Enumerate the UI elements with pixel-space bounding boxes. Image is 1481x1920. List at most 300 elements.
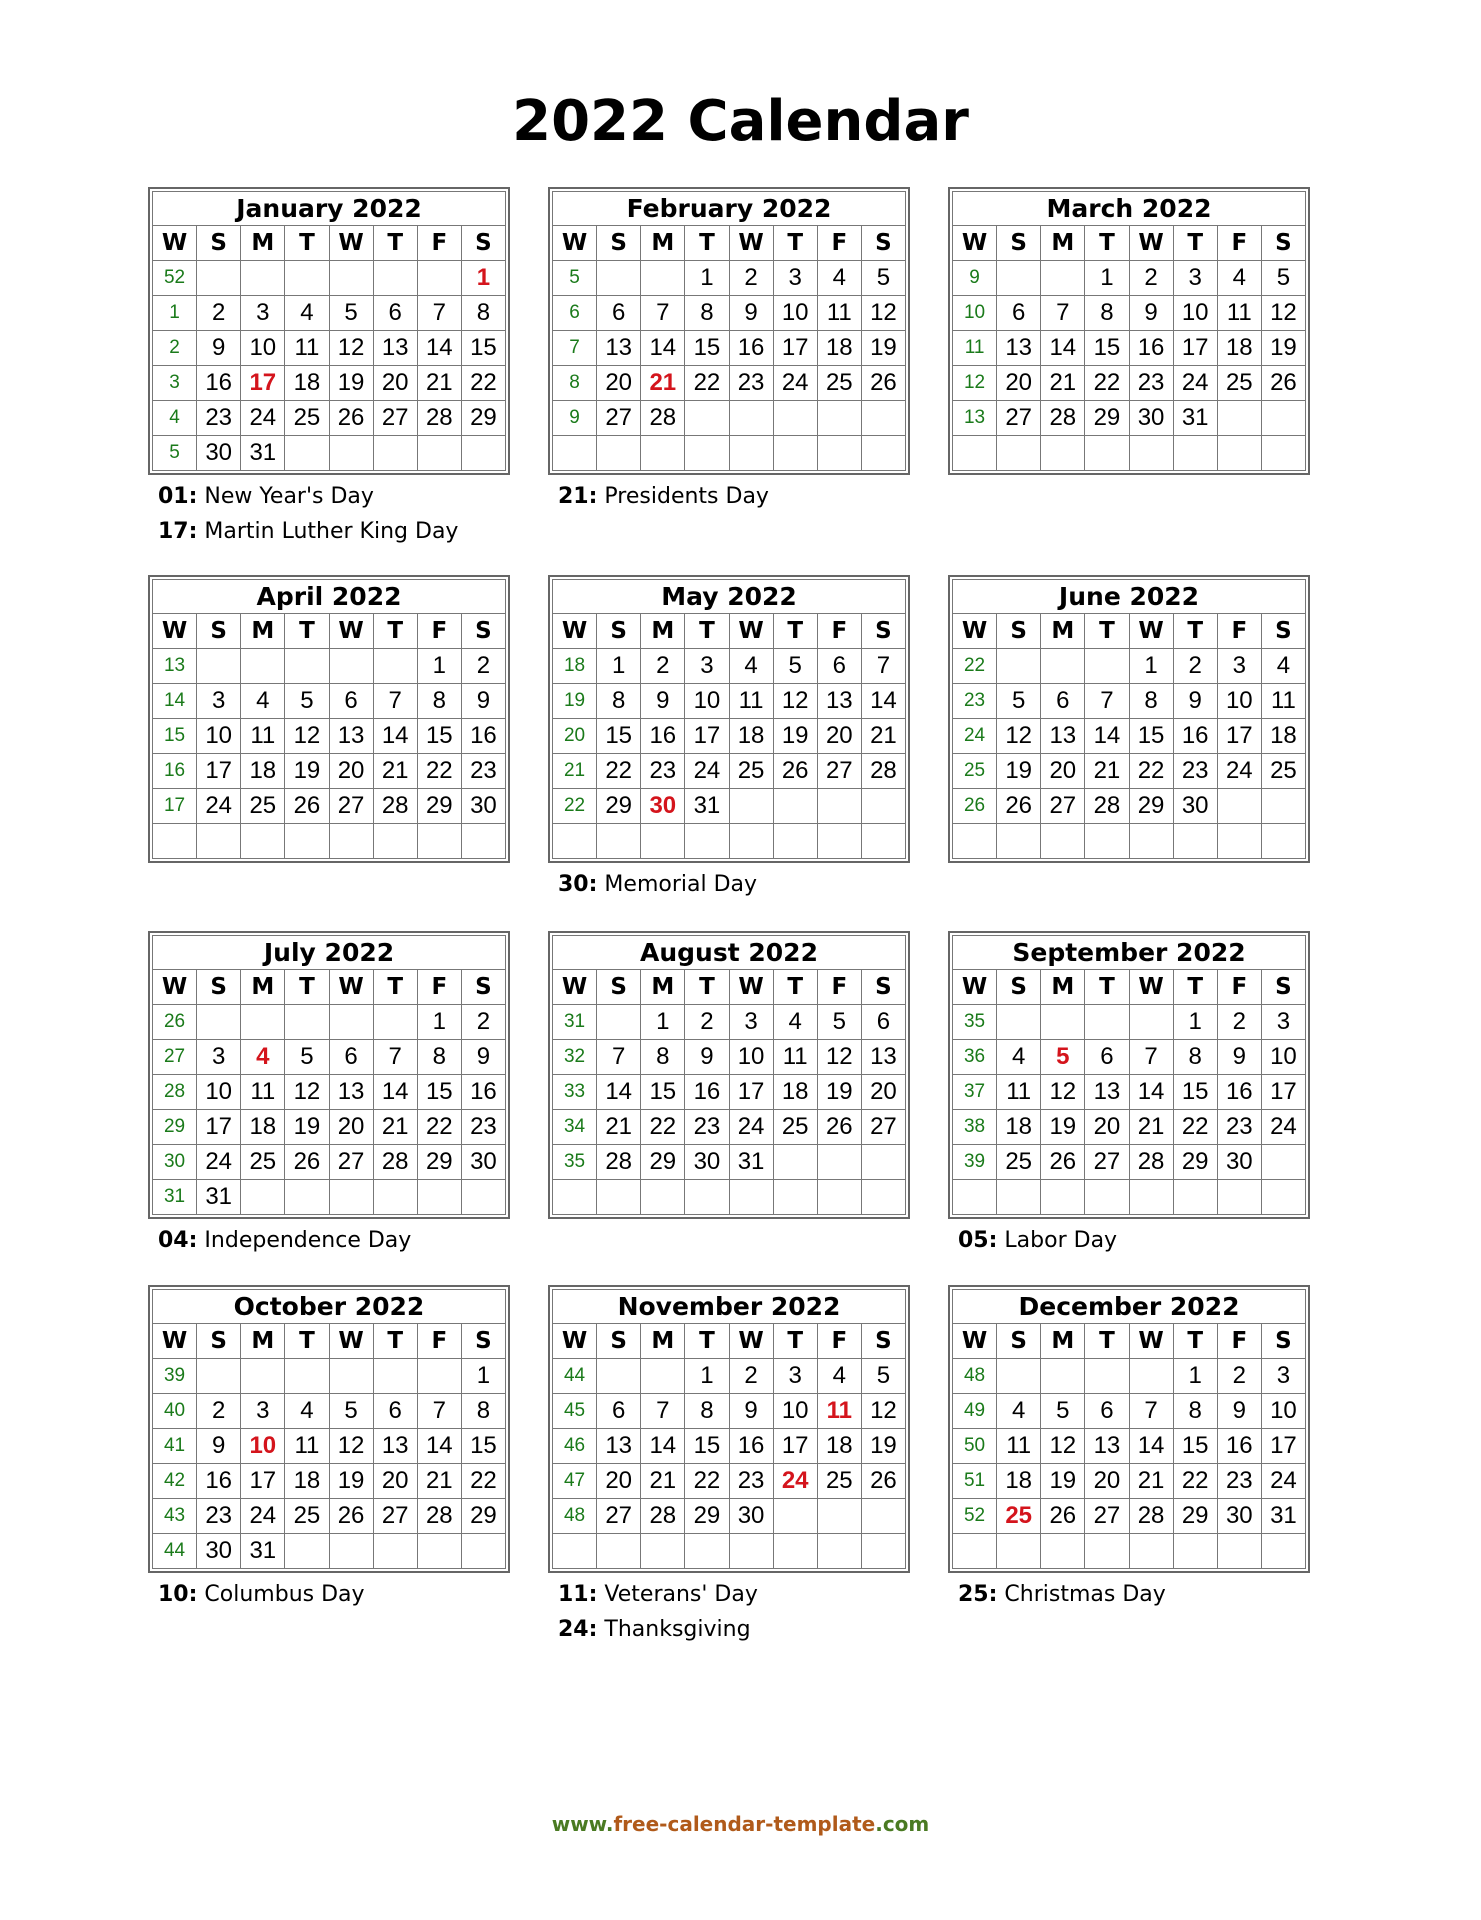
week-number-header: W	[953, 614, 997, 649]
week-number: 38	[953, 1110, 997, 1145]
day-cell: 28	[1041, 401, 1085, 436]
day-cell: 10	[729, 1040, 773, 1075]
week-number: 43	[153, 1499, 197, 1534]
week-number: 33	[553, 1075, 597, 1110]
day-cell	[1173, 1180, 1217, 1215]
week-number: 42	[153, 1464, 197, 1499]
holiday-notes	[158, 1223, 538, 1258]
day-cell: 27	[1085, 1145, 1129, 1180]
day-cell: 3	[685, 649, 729, 684]
week-number: 24	[953, 719, 997, 754]
day-cell: 22	[685, 1464, 729, 1499]
month-june	[948, 575, 1310, 863]
day-cell: 22	[461, 366, 505, 401]
day-cell	[773, 401, 817, 436]
day-cell	[1173, 824, 1217, 859]
day-cell: 27	[329, 1145, 373, 1180]
day-cell	[997, 1005, 1041, 1040]
day-cell	[1217, 824, 1261, 859]
weekday-header: M	[641, 1324, 685, 1359]
holiday-name: Labor Day	[1004, 1228, 1118, 1253]
day-cell	[817, 1499, 861, 1534]
day-cell: 6	[1041, 684, 1085, 719]
week-number: 28	[153, 1075, 197, 1110]
holiday-name: Presidents Day	[604, 484, 769, 509]
day-cell: 3	[197, 684, 241, 719]
day-cell: 9	[1173, 684, 1217, 719]
month-january	[148, 187, 510, 475]
month-title: February 2022	[553, 192, 906, 226]
day-cell: 2	[1129, 261, 1173, 296]
week-number: 20	[553, 719, 597, 754]
day-cell: 31	[241, 1534, 285, 1569]
day-cell: 28	[373, 1145, 417, 1180]
week-number: 46	[553, 1429, 597, 1464]
week-number: 30	[153, 1145, 197, 1180]
day-cell	[1261, 1145, 1305, 1180]
weekday-header: S	[997, 614, 1041, 649]
day-cell: 25	[817, 1464, 861, 1499]
day-cell: 14	[1041, 331, 1085, 366]
weekday-header: M	[241, 614, 285, 649]
day-cell	[597, 436, 641, 471]
day-cell: 12	[1041, 1075, 1085, 1110]
day-cell: 10	[197, 1075, 241, 1110]
day-cell	[1261, 436, 1305, 471]
day-cell: 11	[241, 719, 285, 754]
day-cell: 3	[773, 1359, 817, 1394]
footer-url[interactable]	[0, 1812, 1481, 1836]
day-cell	[373, 1359, 417, 1394]
day-cell	[641, 824, 685, 859]
holiday-notes	[958, 1223, 1338, 1258]
day-cell	[597, 1180, 641, 1215]
day-cell: 11	[729, 684, 773, 719]
weekday-header: W	[329, 614, 373, 649]
day-cell: 13	[597, 331, 641, 366]
day-cell: 2	[1173, 649, 1217, 684]
day-cell	[1085, 824, 1129, 859]
day-cell	[417, 824, 461, 859]
week-number: 10	[953, 296, 997, 331]
day-cell: 6	[329, 1040, 373, 1075]
week-number: 25	[953, 754, 997, 789]
day-cell	[197, 261, 241, 296]
week-number-header: W	[953, 226, 997, 261]
day-cell: 19	[329, 366, 373, 401]
day-cell	[461, 1534, 505, 1569]
week-number-header: W	[553, 614, 597, 649]
day-cell: 27	[597, 1499, 641, 1534]
day-cell: 2	[1217, 1359, 1261, 1394]
day-cell: 23	[1129, 366, 1173, 401]
week-number: 19	[553, 684, 597, 719]
day-cell	[861, 1145, 905, 1180]
weekday-header: T	[1173, 226, 1217, 261]
weekday-header: S	[461, 614, 505, 649]
weekday-header: T	[1173, 1324, 1217, 1359]
weekday-header: M	[1041, 1324, 1085, 1359]
day-cell	[197, 1005, 241, 1040]
day-cell: 16	[685, 1075, 729, 1110]
weekday-header: T	[1085, 1324, 1129, 1359]
day-cell	[817, 436, 861, 471]
day-cell: 21	[1085, 754, 1129, 789]
day-cell: 13	[817, 684, 861, 719]
day-cell: 18	[285, 1464, 329, 1499]
week-number: 9	[553, 401, 597, 436]
day-cell: 9	[685, 1040, 729, 1075]
day-cell: 9	[197, 331, 241, 366]
week-number	[953, 1534, 997, 1569]
weekday-header: S	[597, 970, 641, 1005]
day-cell	[1085, 1359, 1129, 1394]
day-cell: 19	[773, 719, 817, 754]
holiday-note	[558, 479, 938, 514]
holiday-note	[558, 1612, 938, 1647]
day-cell	[329, 1005, 373, 1040]
day-cell: 16	[641, 719, 685, 754]
day-cell: 29	[1173, 1145, 1217, 1180]
day-cell: 19	[285, 754, 329, 789]
day-cell	[685, 401, 729, 436]
day-cell	[773, 436, 817, 471]
weekday-header: W	[729, 1324, 773, 1359]
day-cell: 28	[373, 789, 417, 824]
weekday-header: S	[997, 1324, 1041, 1359]
day-cell: 26	[997, 789, 1041, 824]
holiday-date: 11:	[558, 1582, 598, 1607]
day-cell: 23	[1217, 1110, 1261, 1145]
day-cell: 9	[461, 1040, 505, 1075]
week-number: 37	[953, 1075, 997, 1110]
day-cell	[1085, 436, 1129, 471]
day-cell: 29	[417, 1145, 461, 1180]
day-cell: 31	[197, 1180, 241, 1215]
week-number-header: W	[553, 970, 597, 1005]
day-cell: 17	[197, 1110, 241, 1145]
day-cell: 22	[597, 754, 641, 789]
day-cell: 7	[1041, 296, 1085, 331]
day-cell	[729, 1180, 773, 1215]
day-cell: 14	[1129, 1075, 1173, 1110]
day-cell: 29	[1129, 789, 1173, 824]
day-cell: 30	[1217, 1145, 1261, 1180]
day-cell	[817, 401, 861, 436]
day-cell	[597, 261, 641, 296]
day-cell	[997, 824, 1041, 859]
weekday-header: S	[861, 614, 905, 649]
day-cell: 8	[461, 1394, 505, 1429]
day-cell: 7	[1129, 1394, 1173, 1429]
week-number: 44	[153, 1534, 197, 1569]
day-cell	[861, 824, 905, 859]
day-cell: 27	[373, 401, 417, 436]
weekday-header: T	[685, 226, 729, 261]
week-number: 52	[953, 1499, 997, 1534]
day-cell	[1261, 1534, 1305, 1569]
weekday-header: W	[729, 970, 773, 1005]
day-cell: 1	[597, 649, 641, 684]
day-cell: 2	[461, 649, 505, 684]
month-title: August 2022	[553, 936, 906, 970]
day-cell: 23	[729, 366, 773, 401]
weekday-header: M	[1041, 226, 1085, 261]
day-cell: 16	[461, 719, 505, 754]
day-cell: 24	[1261, 1110, 1305, 1145]
day-cell	[1129, 824, 1173, 859]
day-cell: 7	[1129, 1040, 1173, 1075]
day-cell: 17	[241, 1464, 285, 1499]
holiday-day-cell: 10	[241, 1429, 285, 1464]
weekday-header: T	[373, 970, 417, 1005]
day-cell	[373, 1534, 417, 1569]
day-cell: 18	[1217, 331, 1261, 366]
day-cell: 25	[997, 1145, 1041, 1180]
day-cell: 30	[197, 1534, 241, 1569]
day-cell	[197, 1359, 241, 1394]
week-number: 13	[153, 649, 197, 684]
day-cell: 18	[729, 719, 773, 754]
day-cell	[997, 1534, 1041, 1569]
day-cell	[817, 1145, 861, 1180]
day-cell	[461, 436, 505, 471]
day-cell: 1	[1173, 1005, 1217, 1040]
holiday-notes	[158, 479, 538, 549]
day-cell	[597, 824, 641, 859]
day-cell	[997, 1359, 1041, 1394]
weekday-header: T	[773, 970, 817, 1005]
day-cell: 30	[685, 1145, 729, 1180]
day-cell: 26	[1041, 1499, 1085, 1534]
day-cell: 3	[241, 296, 285, 331]
day-cell: 8	[685, 296, 729, 331]
month-title: April 2022	[153, 580, 506, 614]
week-number: 7	[553, 331, 597, 366]
month-title: November 2022	[553, 1290, 906, 1324]
day-cell	[1041, 436, 1085, 471]
day-cell: 4	[817, 1359, 861, 1394]
day-cell: 26	[329, 1499, 373, 1534]
day-cell: 18	[241, 754, 285, 789]
day-cell: 1	[1129, 649, 1173, 684]
holiday-notes	[558, 1577, 938, 1647]
weekday-header: F	[1217, 614, 1261, 649]
weekday-header: S	[197, 970, 241, 1005]
day-cell: 12	[861, 296, 905, 331]
day-cell: 31	[1173, 401, 1217, 436]
week-number: 2	[153, 331, 197, 366]
week-number-header: W	[553, 1324, 597, 1359]
day-cell: 27	[329, 789, 373, 824]
day-cell	[241, 1359, 285, 1394]
day-cell: 4	[241, 684, 285, 719]
holiday-date: 30:	[558, 872, 598, 897]
day-cell: 27	[1041, 789, 1085, 824]
day-cell	[373, 261, 417, 296]
day-cell: 18	[1261, 719, 1305, 754]
day-cell: 9	[729, 1394, 773, 1429]
day-cell: 28	[597, 1145, 641, 1180]
day-cell	[329, 1359, 373, 1394]
holiday-date: 25:	[958, 1582, 998, 1607]
week-number: 31	[153, 1180, 197, 1215]
day-cell: 17	[1261, 1075, 1305, 1110]
day-cell: 23	[197, 401, 241, 436]
weekday-header: S	[461, 226, 505, 261]
day-cell: 23	[1217, 1464, 1261, 1499]
day-cell: 15	[641, 1075, 685, 1110]
weekday-header: M	[641, 614, 685, 649]
week-number: 26	[153, 1005, 197, 1040]
month-title: October 2022	[153, 1290, 506, 1324]
day-cell: 30	[1129, 401, 1173, 436]
holiday-day-cell: 30	[641, 789, 685, 824]
day-cell: 23	[461, 1110, 505, 1145]
weekday-header: T	[685, 1324, 729, 1359]
day-cell: 20	[373, 366, 417, 401]
week-number: 44	[553, 1359, 597, 1394]
day-cell: 3	[1217, 649, 1261, 684]
day-cell: 25	[241, 789, 285, 824]
week-number	[153, 824, 197, 859]
day-cell: 22	[1173, 1110, 1217, 1145]
day-cell	[1217, 1180, 1261, 1215]
holiday-day-cell: 25	[997, 1499, 1041, 1534]
day-cell: 13	[373, 1429, 417, 1464]
day-cell: 22	[1173, 1464, 1217, 1499]
day-cell: 4	[285, 1394, 329, 1429]
day-cell: 7	[861, 649, 905, 684]
day-cell: 8	[417, 684, 461, 719]
day-cell: 2	[685, 1005, 729, 1040]
day-cell: 27	[597, 401, 641, 436]
day-cell	[1129, 1180, 1173, 1215]
day-cell: 28	[417, 1499, 461, 1534]
day-cell: 14	[597, 1075, 641, 1110]
month-march	[948, 187, 1310, 475]
day-cell: 14	[1085, 719, 1129, 754]
week-number: 18	[553, 649, 597, 684]
day-cell: 7	[1085, 684, 1129, 719]
weekday-header: T	[773, 614, 817, 649]
day-cell: 3	[773, 261, 817, 296]
weekday-header: F	[817, 970, 861, 1005]
day-cell	[597, 1534, 641, 1569]
day-cell: 3	[197, 1040, 241, 1075]
day-cell: 12	[285, 719, 329, 754]
holiday-date: 17:	[158, 519, 198, 544]
day-cell: 21	[1041, 366, 1085, 401]
day-cell: 2	[641, 649, 685, 684]
day-cell: 7	[641, 296, 685, 331]
day-cell: 14	[373, 1075, 417, 1110]
day-cell	[861, 1499, 905, 1534]
day-cell	[285, 1359, 329, 1394]
week-number: 14	[153, 684, 197, 719]
day-cell: 10	[1261, 1040, 1305, 1075]
day-cell	[461, 1180, 505, 1215]
week-number: 36	[953, 1040, 997, 1075]
holiday-day-cell: 5	[1041, 1040, 1085, 1075]
day-cell	[997, 436, 1041, 471]
weekday-header: S	[997, 970, 1041, 1005]
day-cell	[417, 261, 461, 296]
day-cell: 6	[861, 1005, 905, 1040]
day-cell: 24	[241, 1499, 285, 1534]
day-cell	[641, 1180, 685, 1215]
day-cell	[373, 824, 417, 859]
weekday-header: T	[285, 614, 329, 649]
day-cell: 28	[861, 754, 905, 789]
day-cell	[773, 789, 817, 824]
week-number	[553, 824, 597, 859]
day-cell: 16	[1173, 719, 1217, 754]
day-cell: 19	[1261, 331, 1305, 366]
day-cell: 24	[197, 1145, 241, 1180]
day-cell	[241, 1005, 285, 1040]
week-number	[953, 824, 997, 859]
day-cell: 13	[329, 719, 373, 754]
day-cell: 10	[773, 296, 817, 331]
day-cell	[685, 1534, 729, 1569]
footer-suffix: .com	[875, 1812, 930, 1836]
week-number: 29	[153, 1110, 197, 1145]
day-cell	[729, 1534, 773, 1569]
day-cell: 27	[861, 1110, 905, 1145]
day-cell	[373, 1180, 417, 1215]
weekday-header: W	[1129, 970, 1173, 1005]
weekday-header: W	[329, 226, 373, 261]
day-cell: 10	[197, 719, 241, 754]
day-cell: 8	[597, 684, 641, 719]
day-cell: 25	[1217, 366, 1261, 401]
day-cell: 23	[461, 754, 505, 789]
day-cell: 5	[997, 684, 1041, 719]
month-title: September 2022	[953, 936, 1306, 970]
day-cell: 7	[641, 1394, 685, 1429]
weekday-header: S	[861, 226, 905, 261]
day-cell: 5	[1261, 261, 1305, 296]
day-cell: 14	[417, 331, 461, 366]
month-july	[148, 931, 510, 1219]
day-cell	[241, 649, 285, 684]
week-number-header: W	[953, 970, 997, 1005]
week-number: 21	[553, 754, 597, 789]
day-cell	[373, 649, 417, 684]
day-cell: 1	[641, 1005, 685, 1040]
day-cell: 28	[1129, 1499, 1173, 1534]
day-cell: 20	[597, 1464, 641, 1499]
holiday-notes	[558, 479, 938, 514]
footer-site: free-calendar-template	[613, 1812, 876, 1836]
weekday-header: M	[241, 226, 285, 261]
weekday-header: F	[417, 614, 461, 649]
weekday-header: S	[597, 226, 641, 261]
week-number	[553, 436, 597, 471]
day-cell: 23	[1173, 754, 1217, 789]
day-cell: 31	[1261, 1499, 1305, 1534]
weekday-header: S	[1261, 1324, 1305, 1359]
day-cell: 18	[997, 1110, 1041, 1145]
day-cell: 30	[729, 1499, 773, 1534]
week-number-header: W	[553, 226, 597, 261]
week-number: 39	[953, 1145, 997, 1180]
month-november	[548, 1285, 910, 1573]
day-cell: 24	[729, 1110, 773, 1145]
day-cell: 20	[861, 1075, 905, 1110]
day-cell: 3	[241, 1394, 285, 1429]
